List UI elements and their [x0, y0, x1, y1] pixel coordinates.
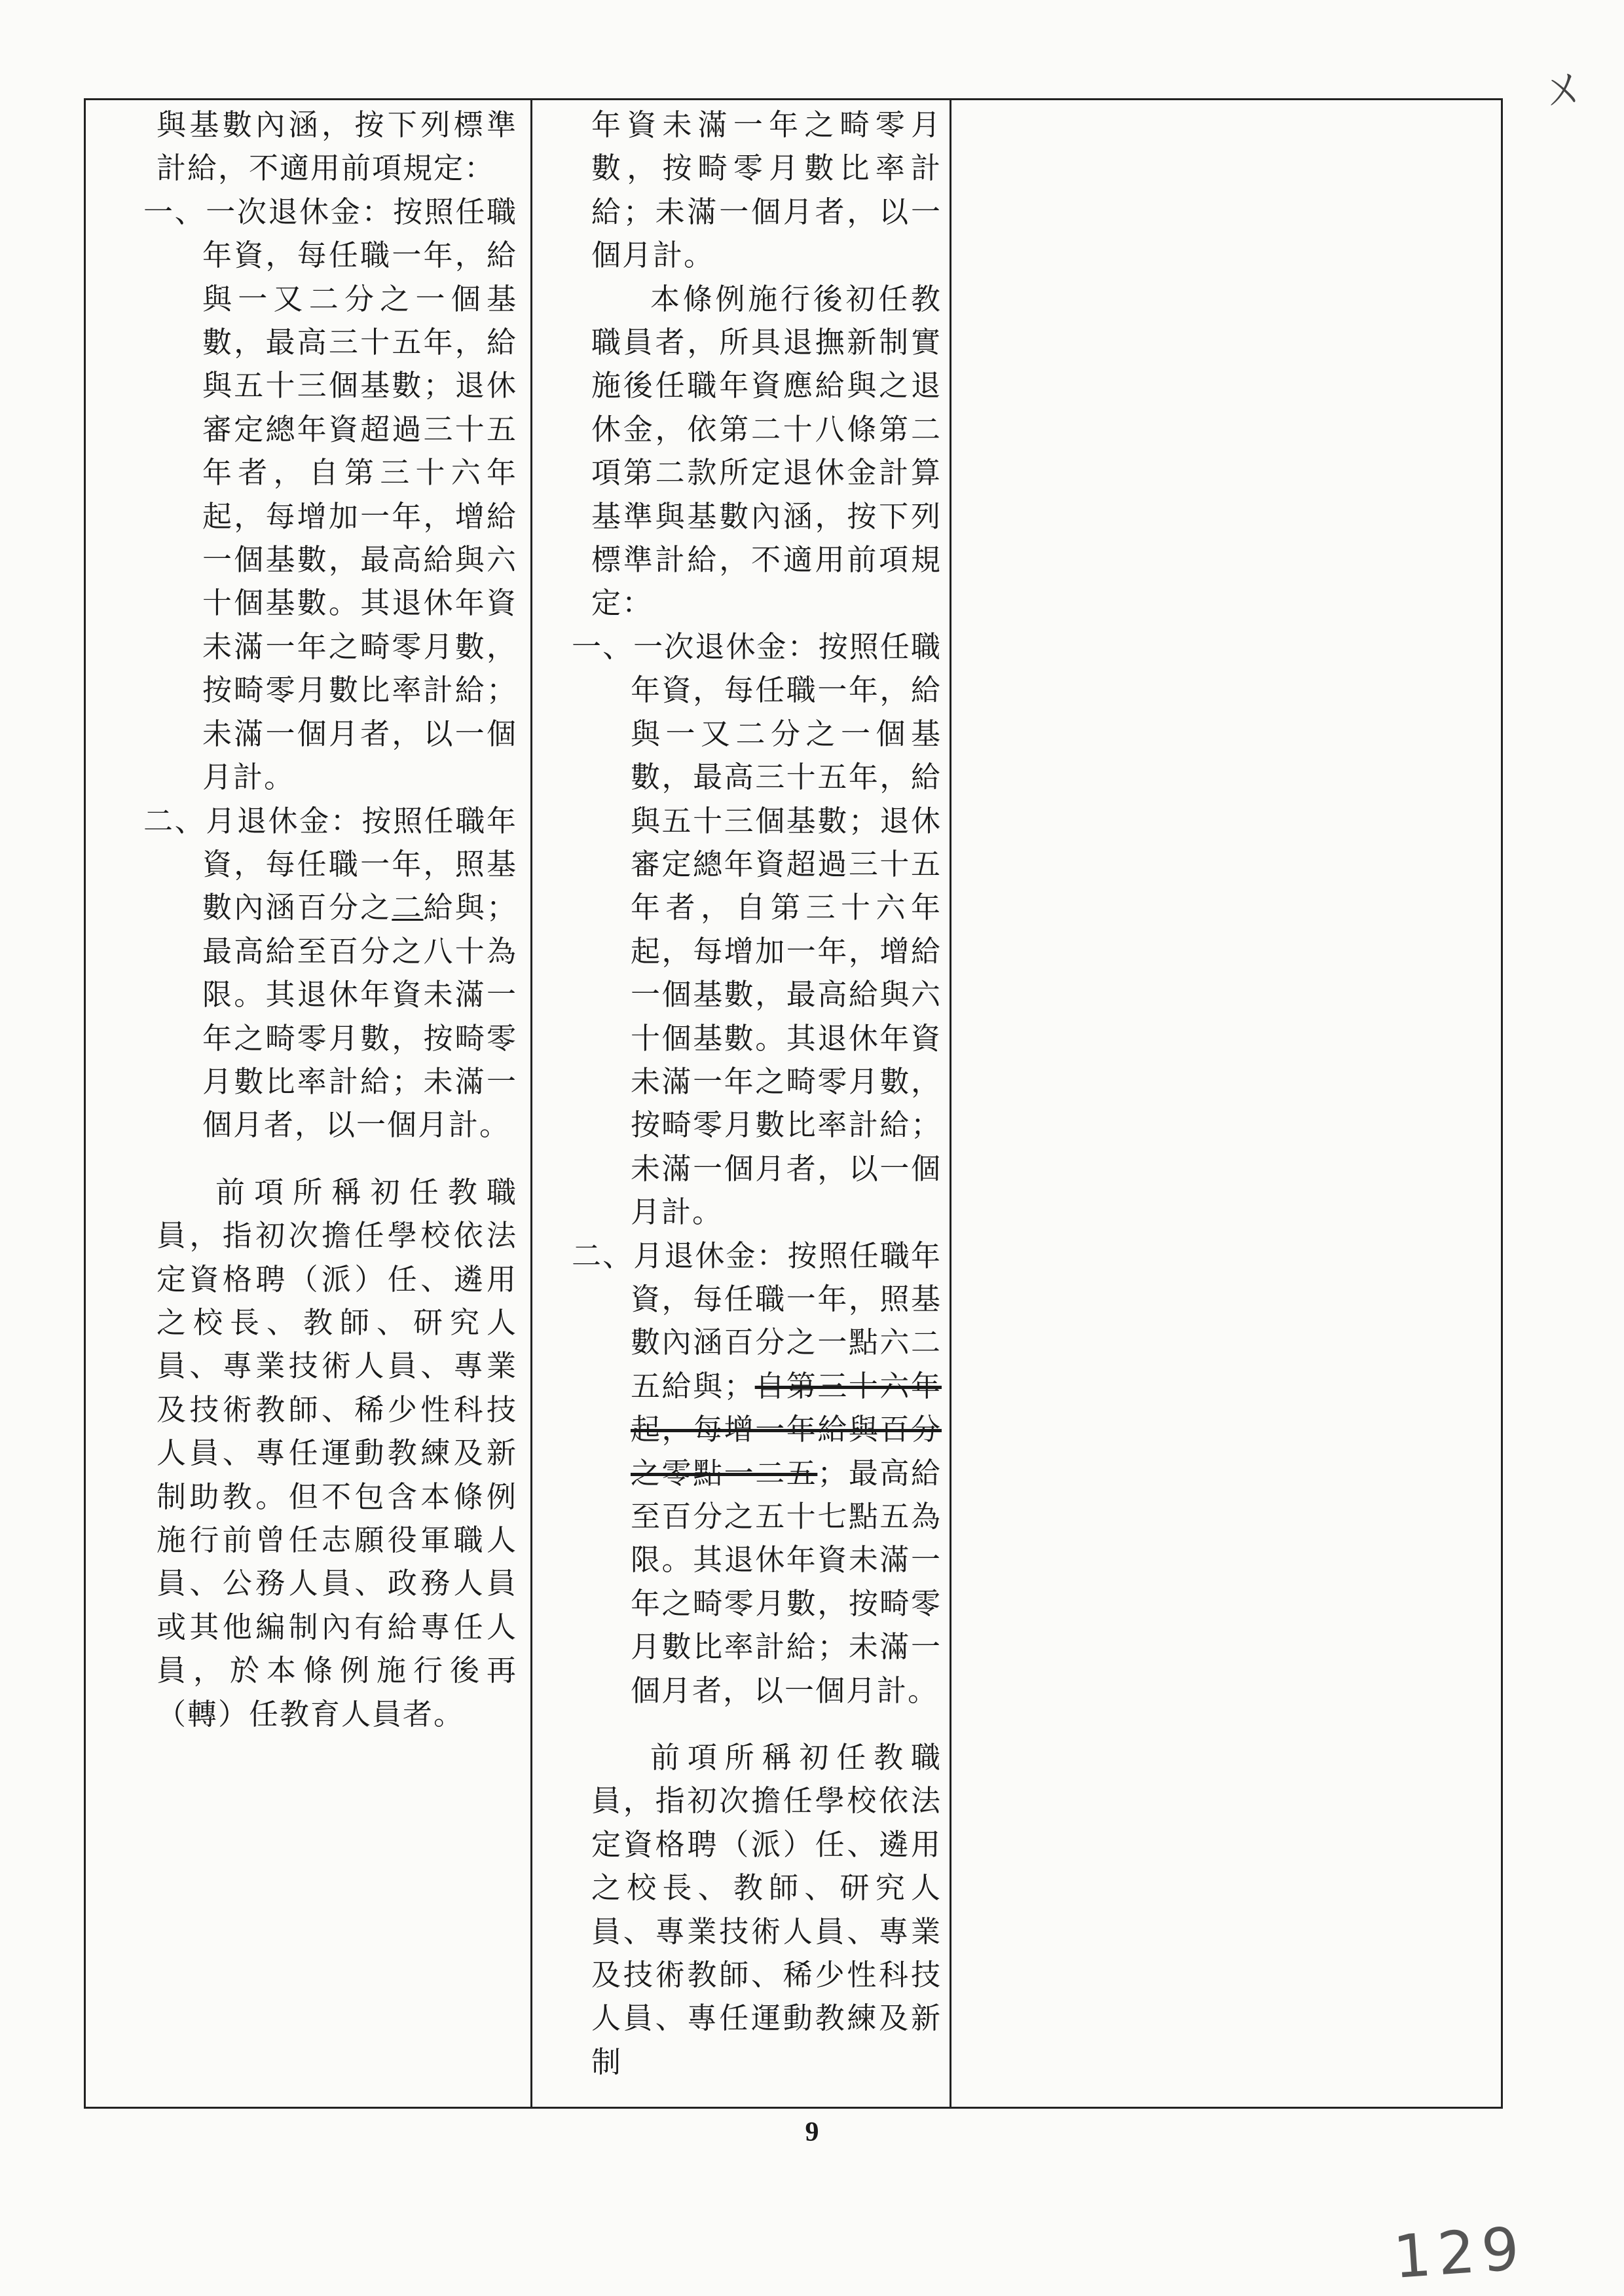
left-item-monthly — [143, 800, 517, 1147]
handwritten-mark-bottom: 129 — [1391, 2214, 1528, 2292]
left-item-monthly-part2: 給與；最高給至百分之八十為限。其退休年資未滿一年之畸零月數，按畸零月數比率計給；未滿一個月者，以一個月計。 — [202, 890, 517, 1143]
mid-item-monthly-part1: 二、月退休金：按照任職年資，每任職一年，照基數內涵百分之一點六二五給與； — [572, 1238, 942, 1403]
mid-paragraph-intro: 本條例施行後初任教職員者，所具退撫新制實施後任職年資應給與之退休金，依第二十八條第二項第二款所定退休金計算基準與基數內涵，按下列標準計給，不適用前項規定： — [591, 281, 942, 621]
handwritten-mark-top: ㄨ — [1537, 58, 1591, 118]
mid-paragraph-definition: 前項所稱初任教職員，指初次擔任學校依法定資格聘（派）任、遴用之校長、教師、研究人員、專業技術人員、專業及技術教師、稀少性科技人員、專任運動教練及新制 — [591, 1740, 942, 2079]
column-notes — [951, 100, 1501, 2107]
mid-item-monthly-part2: ；最高給至百分之五十七點五為限。其退休年資未滿一年之畸零月數，按畸零月數比率計給；未滿一個月者，以一個月計。 — [631, 1455, 942, 1708]
column-current-text — [532, 100, 951, 2107]
left-item-monthly-part1: 二、月退休金：按照任職年資，每任職一年，照基數內涵百分之 — [143, 803, 517, 925]
comparison-table — [84, 98, 1503, 2109]
left-paragraph-definition: 前項所稱初任教職員，指初次擔任學校依法定資格聘（派）任、遴用之校長、教師、研究人員、專業技術人員、專業及技術教師、稀少性科技人員、專任運動教練及新制助教。但不包含本條例施行前曾任志願役軍職人員、公務人員、政務人員或其他編制內有給專任人員，於本條例施行後再（轉）任教育人員者。 — [157, 1174, 517, 1731]
column-amended-text — [86, 100, 532, 2107]
page-number: 9 — [805, 2117, 819, 2147]
mid-item-monthly — [572, 1234, 942, 1713]
left-item-monthly-underlined: 二 — [392, 890, 424, 925]
mid-item-lump-sum: 一、一次退休金：按照任職年資，每任職一年，給與一又二分之一個基數，最高三十五年，給與五十三個基數；退休審定總年資超過三十五年者，自第三十六年起，每增加一年，增給一個基數，最高給與六十個基數。其退休年資未滿一年之畸零月數，按畸零月數比率計給；未滿一個月者，以一個月計。 — [572, 629, 942, 1230]
mid-paragraph-continued: 年資未滿一年之畸零月數，按畸零月數比率計給；未滿一個月者，以一個月計。 — [591, 107, 942, 273]
left-item-lump-sum: 一、一次退休金：按照任職年資，每任職一年，給與一又二分之一個基數，最高三十五年，給與五十三個基數；退休審定總年資超過三十五年者，自第三十六年起，每增加一年，增給一個基數，最高給與六十個基數。其退休年資未滿一年之畸零月數，按畸零月數比率計給；未滿一個月者，以一個月計。 — [143, 194, 517, 795]
left-paragraph-intro: 與基數內涵，按下列標準計給，不適用前項規定： — [157, 107, 517, 186]
mid-item-monthly-deleted: 自第三十六年起，每增一年給與百分之零點一二五 — [631, 1368, 942, 1491]
